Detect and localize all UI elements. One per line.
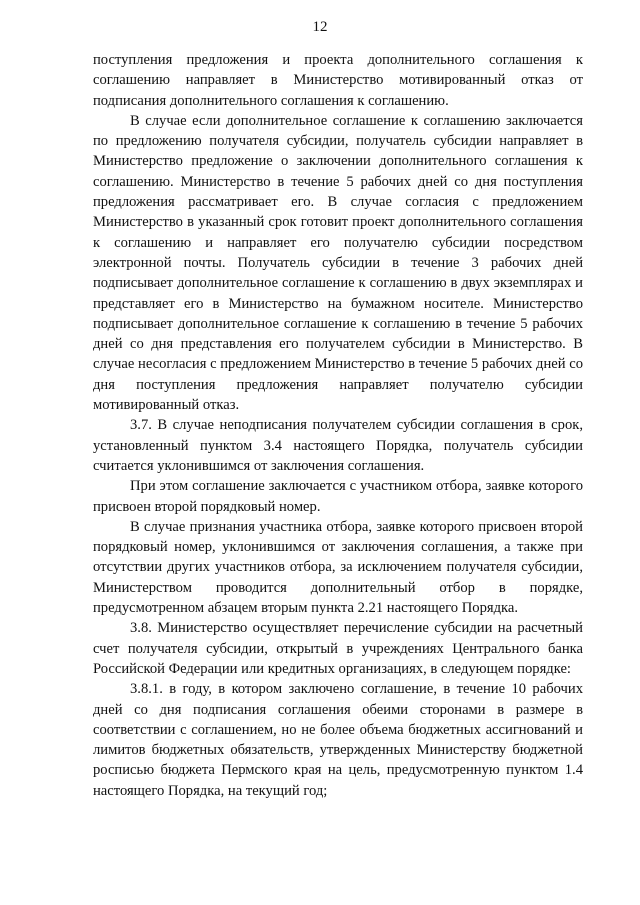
paragraph-clause-3-7: 3.7. В случае неподписания получателем субсидии соглашения в срок, установленный пунктом 3.4 настоящего Порядка, получатель субсидии считается уклонившимся от заключения соглашения. [93, 417, 583, 474]
paragraph-clause-3-8-1: 3.8.1. в году, в котором заключено соглашение, в течение 10 рабочих дней со дня подписания соглашения обеими сторонами в размере в соответствии с соглашением, но не более объема бюджетных ассигнований и лимитов бюджетных обязательств, утвержденных Министерству бюджетной росписью бюджета Пермского края на цель, предусмотренную пунктом 1.4 настоящего Порядка, на текущий год; [93, 681, 583, 799]
paragraph-continuation: поступления предложения и проекта дополнительного соглашения к соглашению направляет в Министерство мотивированный отказ от подписания дополнительного соглашения к соглашению. [93, 52, 583, 109]
paragraph-second-participant: При этом соглашение заключается с участником отбора, заявке которого присвоен второй порядковый номер. [93, 478, 583, 515]
paragraph-supplementary-agreement: В случае если дополнительное соглашение к соглашению заключается по предложению получателя субсидии, получатель субсидии направляет в Министерство предложение о заключении дополнительного соглашения к соглашению. Министерство в течение 5 рабочих дней со дня поступления предложения рассматривает его. В случае согласия с предложением Министерство в указанный срок готовит проект дополнительного соглашения к соглашению и направляет его получателю субсидии посредством электронной почты. Получатель субсидии в течение 3 рабочих дней подписывает дополнительное соглашение к соглашению в двух экземплярах и представляет его в Министерство на бумажном носителе. Министерство подписывает дополнительное соглашение к соглашению в течение 5 рабочих дней со дня представления его получателем субсидии в Министерство. В случае несогласия с предложением Министерство в течение 5 рабочих дней со дня поступления предложения направляет получателю субсидии мотивированный отказ. [93, 112, 583, 414]
document-body [93, 50, 583, 801]
paragraph-additional-selection: В случае признания участника отбора, заявке которого присвоен второй порядковый номер, уклонившимся от заключения соглашения, а также при отсутствии других участников отбора, за исключением получателя субсидии, Министерством проводится дополнительный отбор в порядке, предусмотренном абзацем вторым пункта 2.21 настоящего Порядка. [93, 518, 583, 617]
paragraph-clause-3-8: 3.8. Министерство осуществляет перечисление субсидии на расчетный счет получателя субсидии, открытый в учреждениях Центрального банка Российской Федерации или кредитных организациях, в следующем порядке: [93, 620, 583, 677]
page-number: 12 [312, 19, 328, 35]
